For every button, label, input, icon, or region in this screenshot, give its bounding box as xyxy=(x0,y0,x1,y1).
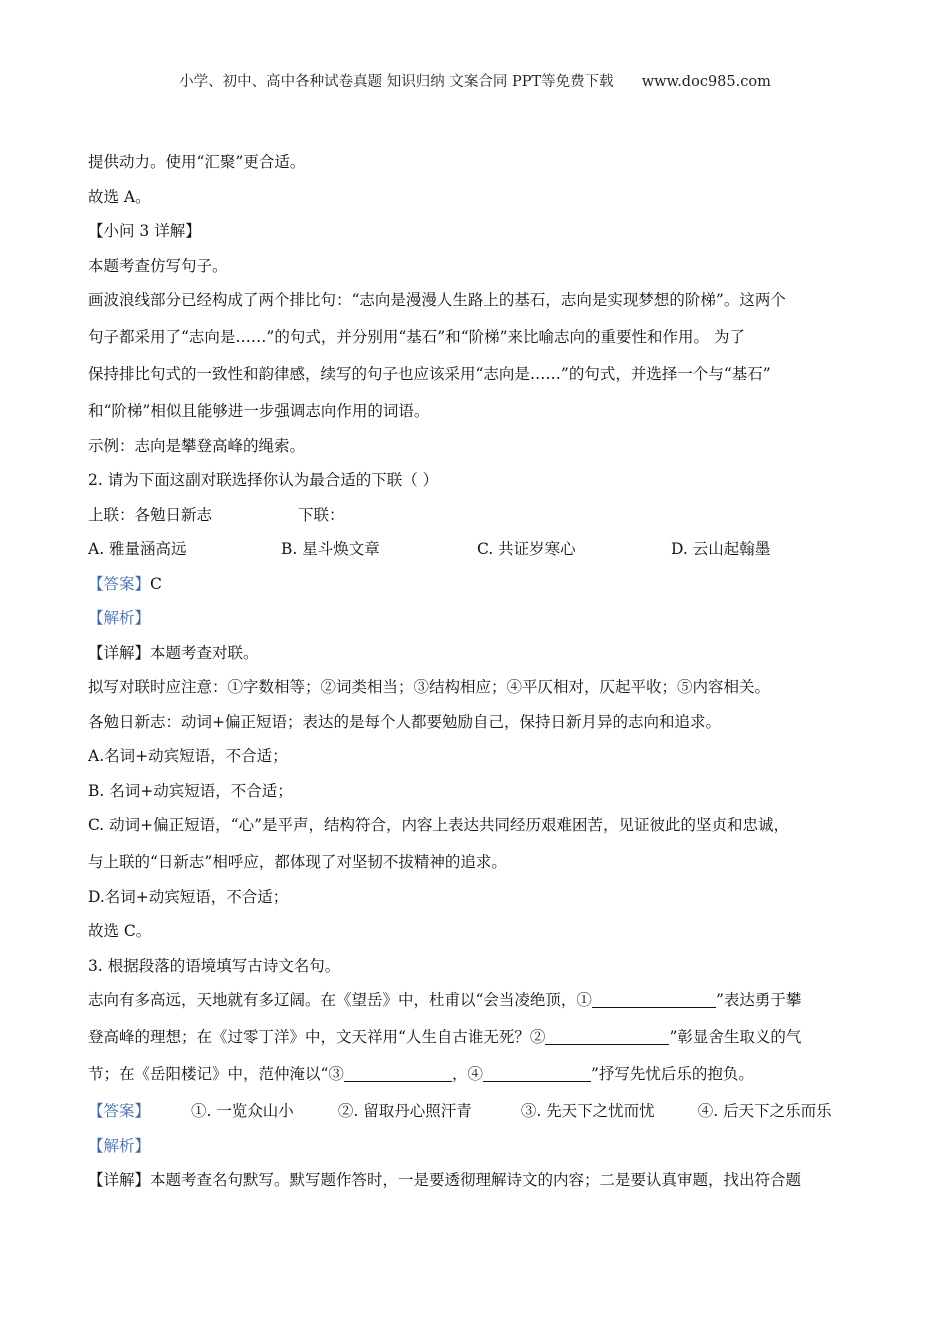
answer-label: 【答案】 xyxy=(88,574,151,593)
q3-answers-row xyxy=(88,1099,863,1124)
section-heading: 【小问 3 详解】 xyxy=(88,222,201,240)
text-line: 保持排比句式的一致性和韵律感，续写的句子也应该采用“志向是……”的句式，并选择一个与“基石” xyxy=(88,365,771,383)
text-line: 故选 A。 xyxy=(88,187,151,206)
text-line: 拟写对联时应注意：①字数相等；②词类相当；③结构相应；④平仄相对，仄起平收；⑤内容相关。 xyxy=(88,678,771,696)
text-line: C. 动词+偏正短语，“心”是平声，结构符合，内容上表达共同经历艰难困苦，见证彼此的坚贞和忠诚， xyxy=(88,816,789,834)
answer-line xyxy=(88,572,863,597)
answer-2: ②. 留取丹心照汗青 xyxy=(337,1102,472,1120)
text-line: 画波浪线部分已经构成了两个排比句：“志向是漫漫人生路上的基石，志向是实现梦想的阶梯”。这两个 xyxy=(88,291,786,309)
answer-1: ①. 一览众山小 xyxy=(190,1102,294,1120)
detail-text: 本题考查名句默写。默写题作答时，一是要透彻理解诗文的内容；二是要认真审题，找出符合题 xyxy=(150,1171,802,1189)
fill-blank xyxy=(545,1028,669,1045)
text-line xyxy=(88,1025,863,1050)
page-header xyxy=(0,70,950,91)
text-segment: ”抒写先忧后乐的抱负。 xyxy=(590,1065,754,1083)
detail-label: 【详解】 xyxy=(88,1171,151,1189)
text-line xyxy=(88,988,863,1013)
detail-line xyxy=(88,641,863,666)
analysis-label: 【解析】 xyxy=(88,609,151,627)
q3-paragraph xyxy=(88,988,863,1087)
header-site: www.doc985.com xyxy=(641,74,771,90)
fill-blank xyxy=(592,991,716,1008)
detail-line xyxy=(88,1168,863,1193)
option-d: D. 云山起翰墨 xyxy=(671,540,771,558)
text-segment: ，④ xyxy=(451,1065,483,1083)
option-c-paragraph xyxy=(88,813,863,875)
text-segment: 登高峰的理想；在《过零丁洋》中，文天祥用“人生自古谁无死？② xyxy=(88,1028,546,1046)
text-line: 与上联的“日新志”相呼应，都体现了对坚韧不拔精神的追求。 xyxy=(88,853,507,871)
text-line: B. 名词+动宾短语，不合适； xyxy=(88,781,293,800)
text-line: 和“阶梯”相似且能够进一步强调志向作用的词语。 xyxy=(88,402,430,420)
fill-blank xyxy=(344,1065,452,1082)
option-a: A. 雅量涵高远 xyxy=(88,540,187,558)
text-line: 各勉日新志：动词+偏正短语；表达的是每个人都要勉励自己，保持日新月异的志向和追求。 xyxy=(88,712,721,731)
conclusion-line: 故选 C。 xyxy=(88,922,152,940)
text-segment: 志向有多高远，天地就有多辽阔。在《望岳》中，杜甫以“会当凌绝顶，① xyxy=(88,991,592,1009)
explanation-paragraph xyxy=(88,288,863,424)
header-title: 小学、初中、高中各种试卷真题 知识归纳 文案合同 PPT等免费下载 xyxy=(179,74,614,90)
option-b: B. 星斗焕文章 xyxy=(281,540,380,558)
question-2: 2. 请为下面这副对联选择你认为最合适的下联（ ） xyxy=(88,471,439,489)
analysis-label: 【解析】 xyxy=(88,1136,151,1155)
couplet-row xyxy=(88,503,863,528)
couplet-lower: 下联： xyxy=(298,505,345,524)
text-line: A.名词+动宾短语，不合适； xyxy=(88,747,288,765)
couplet-upper: 上联：各勉日新志 xyxy=(88,505,213,524)
fill-blank xyxy=(483,1065,591,1082)
document-body xyxy=(88,150,863,1203)
answer-3: ③. 先天下之忧而忧 xyxy=(520,1102,655,1120)
question-3: 3. 根据段落的语境填写古诗文名句。 xyxy=(88,956,341,975)
text-line: D.名词+动宾短语，不合适； xyxy=(88,887,289,906)
detail-label: 【详解】 xyxy=(88,643,151,662)
text-line: 提供动力。使用“汇聚”更合适。 xyxy=(88,153,306,171)
answer-label: 【答案】 xyxy=(88,1102,151,1120)
text-segment: ”表达勇于攀 xyxy=(715,991,802,1009)
detail-text: 本题考查对联。 xyxy=(150,643,259,662)
text-segment: 节；在《岳阳楼记》中，范仲淹以“③ xyxy=(88,1065,344,1083)
text-line: 本题考查仿写句子。 xyxy=(88,256,228,275)
answer-value: C xyxy=(150,574,162,593)
text-segment: ”彰显舍生取义的气 xyxy=(669,1028,802,1046)
example-line: 示例：志向是攀登高峰的绳索。 xyxy=(88,436,306,455)
answer-4: ④. 后天下之乐而乐 xyxy=(697,1102,832,1120)
option-c: C. 共证岁寒心 xyxy=(477,540,576,558)
text-line xyxy=(88,1062,863,1087)
text-line: 句子都采用了“志向是……”的句式，并分别用“基石”和“阶梯”来比喻志向的重要性和作用。 为了 xyxy=(88,328,745,346)
options-row xyxy=(88,537,863,562)
